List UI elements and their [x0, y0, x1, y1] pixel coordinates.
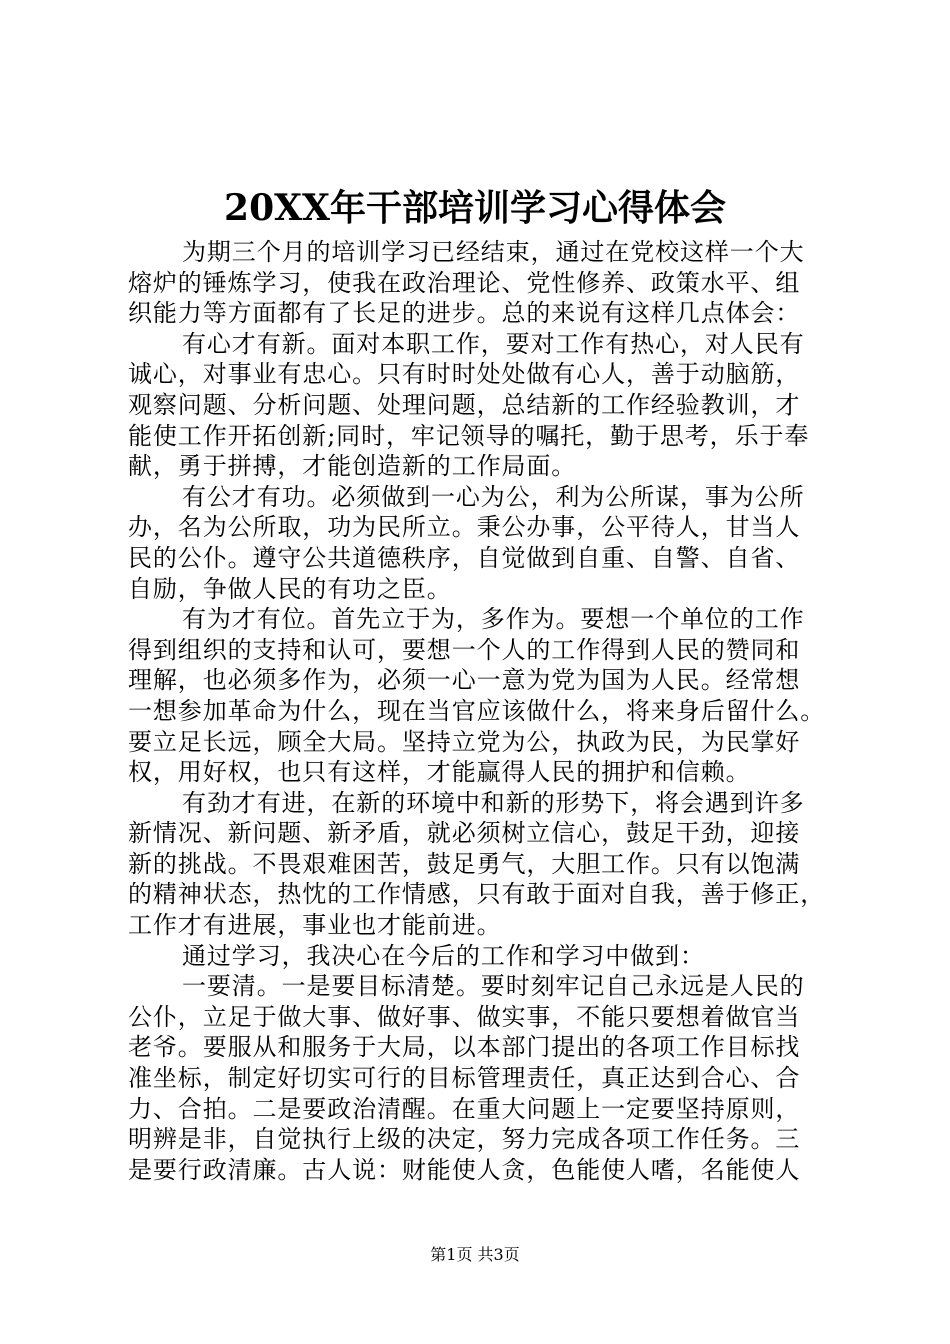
body-line: 理解，也必须多作为，必须一心一意为党为国为人民。经常想 — [128, 666, 801, 695]
body-line: 的精神状态，热忱的工作情感，只有敢于面对自我，善于修正， — [128, 880, 826, 909]
body-line: 要立足长远，顾全大局。坚持立党为公，执政为民，为民掌好 — [128, 727, 801, 756]
body-line: 工作才有进展，事业也才能前进。 — [128, 911, 502, 940]
body-line: 权，用好权，也只有这样，才能赢得人民的拥护和信赖。 — [128, 758, 751, 787]
body-line: 力、合拍。二是要政治清醒。在重大问题上一定要坚持原则， — [128, 1094, 801, 1123]
body-line: 熔炉的锤炼学习，使我在政治理论、党性修养、政策水平、组 — [128, 268, 801, 297]
body-line: 老爷。要服从和服务于大局，以本部门提出的各项工作目标找 — [128, 1033, 801, 1062]
body-line: 明辨是非，自觉执行上级的决定，努力完成各项工作任务。三 — [128, 1125, 801, 1154]
body-line: 新的挑战。不畏艰难困苦，鼓足勇气，大胆工作。只有以饱满 — [128, 849, 801, 878]
body-line: 得到组织的支持和认可，要想一个人的工作得到人民的赞同和 — [128, 635, 801, 664]
body-line: 献，勇于拼搏，才能创造新的工作局面。 — [128, 452, 577, 481]
body-line: 民的公仆。遵守公共道德秩序，自觉做到自重、自警、自省、 — [128, 543, 801, 572]
body-line: 通过学习，我决心在今后的工作和学习中做到： — [182, 941, 705, 970]
body-line: 公仆，立足于做大事、做好事、做实事，不能只要想着做官当 — [128, 1002, 801, 1031]
body-line: 有劲才有进，在新的环境中和新的形势下，将会遇到许多 — [182, 788, 805, 817]
body-line: 自励，争做人民的有功之臣。 — [128, 574, 452, 603]
body-line: 能使工作开拓创新;同时，牢记领导的嘱托，勤于思考，乐于奉 — [128, 421, 810, 450]
body-line: 一要清。一是要目标清楚。要时刻牢记自己永远是人民的 — [182, 972, 805, 1001]
document-title: 20XX年干部培训学习心得体会 — [224, 187, 726, 229]
body-line: 观察问题、分析问题、处理问题，总结新的工作经验教训，才 — [128, 390, 801, 419]
body-line: 办，名为公所取，功为民所立。秉公办事，公平待人，甘当人 — [128, 513, 801, 542]
body-line: 为期三个月的培训学习已经结束，通过在党校这样一个大 — [182, 238, 805, 266]
page-footer: 第1页 共3页 — [430, 1245, 520, 1264]
body-line: 诚心，对事业有忠心。只有时时处处做有心人，善于动脑筋， — [128, 360, 801, 389]
body-line: 新情况、新问题、新矛盾，就必须树立信心，鼓足干劲，迎接 — [128, 819, 801, 848]
body-line: 织能力等方面都有了长足的进步。总的来说有这样几点体会： — [128, 299, 801, 328]
document-body — [128, 237, 828, 1185]
body-line: 有心才有新。面对本职工作，要对工作有热心，对人民有 — [182, 329, 805, 358]
body-line: 准坐标，制定好切实可行的目标管理责任，真正达到合心、合 — [128, 1064, 801, 1093]
body-line: 是要行政清廉。古人说：财能使人贪，色能使人嗜，名能使人 — [128, 1155, 801, 1184]
body-line: 有公才有功。必须做到一心为公，利为公所谋，事为公所 — [182, 482, 805, 511]
body-line: 一想参加革命为什么，现在当官应该做什么，将来身后留什么。 — [128, 696, 826, 725]
body-line: 有为才有位。首先立于为，多作为。要想一个单位的工作 — [182, 605, 805, 634]
